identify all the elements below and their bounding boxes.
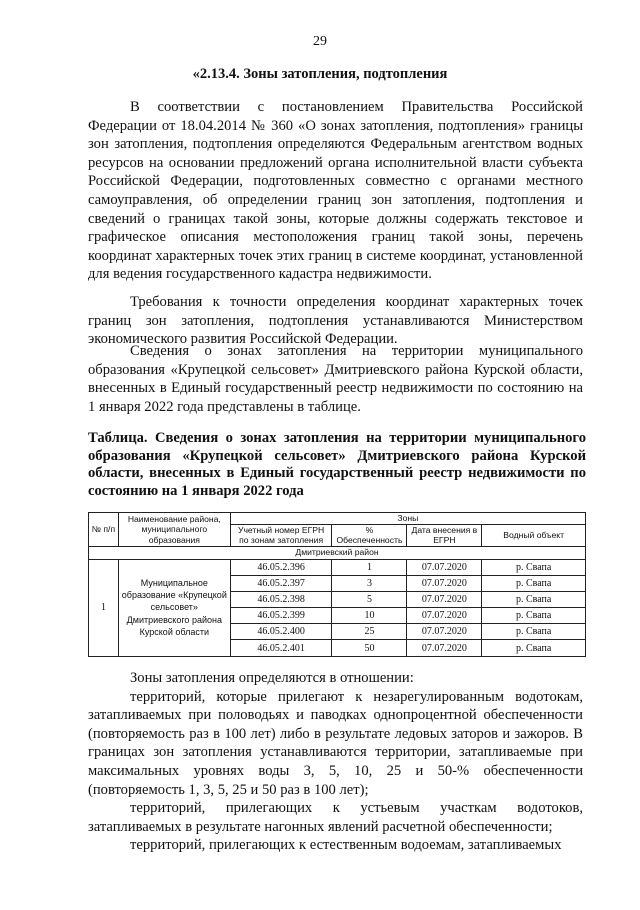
flood-zones-table bbox=[88, 512, 586, 657]
municipality-name: Муниципальное образование «Крупецкой сельсовет» Дмитриевского района Курской области bbox=[118, 559, 230, 656]
paragraph-text: Зоны затопления определяются в отношении: bbox=[130, 670, 414, 686]
water-cell: р. Свапа bbox=[482, 624, 586, 640]
date-cell: 07.07.2020 bbox=[407, 640, 482, 656]
header-water-body: Водный объект bbox=[482, 524, 586, 546]
header-number: № п/п bbox=[89, 513, 119, 547]
page-number: 29 bbox=[313, 34, 327, 49]
header-percent: % Обеспеченность bbox=[332, 524, 407, 546]
egrn-cell: 46.05.2.400 bbox=[230, 624, 332, 640]
water-cell: р. Свапа bbox=[482, 591, 586, 607]
egrn-cell: 46.05.2.401 bbox=[230, 640, 332, 656]
paragraph-3 bbox=[88, 342, 583, 416]
paragraph-1 bbox=[88, 98, 583, 284]
date-cell: 07.07.2020 bbox=[407, 624, 482, 640]
percent-cell: 1 bbox=[332, 559, 407, 575]
date-cell: 07.07.2020 bbox=[407, 559, 482, 575]
date-cell: 07.07.2020 bbox=[407, 575, 482, 591]
paragraph-text: территорий, прилегающих к устьевым участкам водотоков, затапливаемых в результате нагонных явлений расчетной обеспеченности; bbox=[88, 800, 583, 835]
paragraph-text: В соответствии с постановлением Правительства Российской Федерации от 18.04.2014 № 360 «О зонах затопления, подтопления» границы зон затопления, подтопления определяются Федеральным агентством водных ресурсов на основании предложений органа исполнительной власти субъекта Российской Федерации, подготовленных совместно с органами местного самоуправления, об определении границ зон затопления, подтопления и сведений о границах такой зоны, которые должны содержать текстовое и графическое описания местоположения границ такой зоны, перечень координат характерных точек этих границ в системе координат, установленной для ведения государственного кадастра недвижимости. bbox=[88, 99, 583, 283]
row-number: 1 bbox=[89, 559, 119, 656]
egrn-cell: 46.05.2.397 bbox=[230, 575, 332, 591]
table-caption: Таблица. Сведения о зонах затопления на территории муниципального образования «Крупецкой сельсовет» Дмитриевского района Курской области, внесенных в Единый государственный реестр недвижимости по состоянию на 1 января 2022 года bbox=[88, 430, 586, 499]
paragraph-text: Требования к точности определения координат характерных точек границ зон затопления, подтопления устанавливаются Министерством экономического развития Российской Федерации. bbox=[88, 294, 583, 348]
egrn-cell: 46.05.2.399 bbox=[230, 608, 332, 624]
percent-cell: 3 bbox=[332, 575, 407, 591]
percent-cell: 25 bbox=[332, 624, 407, 640]
water-cell: р. Свапа bbox=[482, 640, 586, 656]
paragraph-text: Сведения о зонах затопления на территории муниципального образования «Крупецкой сельсовет» Дмитриевского района Курской области, внесенных в Единый государственный реестр недвижимости по состоянию на 1 января 2022 года представлены в таблице. bbox=[88, 343, 583, 415]
percent-cell: 50 bbox=[332, 640, 407, 656]
header-zones: Зоны bbox=[230, 513, 585, 525]
date-cell: 07.07.2020 bbox=[407, 608, 482, 624]
paragraph-2 bbox=[88, 293, 583, 349]
table-row bbox=[89, 559, 586, 575]
water-cell: р. Свапа bbox=[482, 608, 586, 624]
paragraphs-after-table bbox=[88, 669, 583, 855]
header-date: Дата внесения в ЕГРН bbox=[407, 524, 482, 546]
percent-cell: 5 bbox=[332, 591, 407, 607]
water-cell: р. Свапа bbox=[482, 575, 586, 591]
header-egrn-number: Учетный номер ЕГРН по зонам затопления bbox=[230, 524, 332, 546]
header-name: Наименование района, муниципального образования bbox=[118, 513, 230, 547]
region-row: Дмитриевский район bbox=[89, 546, 586, 559]
water-cell: р. Свапа bbox=[482, 559, 586, 575]
egrn-cell: 46.05.2.396 bbox=[230, 559, 332, 575]
paragraph-text: территорий, которые прилегают к незарегулированным водотокам, затапливаемых при половодьях и паводках однопроцентной обеспеченности (повторяемость раз в 100 лет) либо в результате ледовых заторов и зажоров. В границах зон затопления устанавливаются территории, затапливаемые при максимальных уровнях воды 3, 5, 10, 25 и 50-% обеспеченности (повторяемость 1, 3, 5, 25 и 50 раз в 100 лет); bbox=[88, 688, 583, 798]
percent-cell: 10 bbox=[332, 608, 407, 624]
section-heading: «2.13.4. Зоны затопления, подтопления bbox=[192, 66, 448, 82]
date-cell: 07.07.2020 bbox=[407, 591, 482, 607]
paragraph-text: территорий, прилегающих к естественным водоемам, затапливаемых bbox=[130, 837, 562, 854]
egrn-cell: 46.05.2.398 bbox=[230, 591, 332, 607]
